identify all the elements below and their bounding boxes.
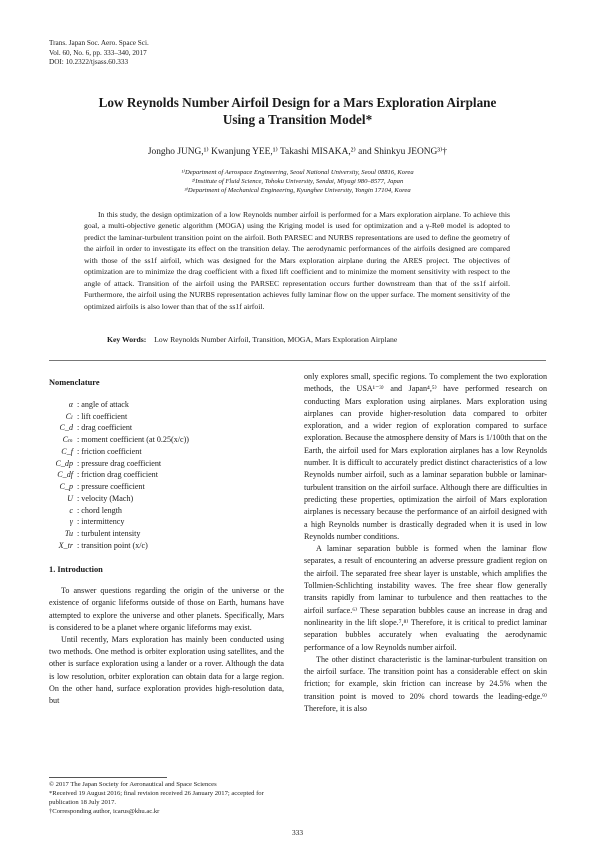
nomenclature-heading: Nomenclature — [49, 378, 100, 387]
author-list: Jongho JUNG,¹⁾ Kwanjung YEE,¹⁾ Takashi MISAKA,²⁾ and Shinkyu JEONG³⁾† — [147, 147, 448, 157]
keywords-text: Low Reynolds Number Airfoil, Transition, MOGA, Mars Exploration Airplane — [154, 335, 398, 344]
title-line-1: Low Reynolds Number Airfoil Design for a Mars Exploration Airplane — [98, 95, 497, 110]
nomenclature-list — [49, 399, 284, 552]
journal-name: Trans. Japan Soc. Aero. Space Sci. — [49, 39, 149, 47]
journal-doi: DOI: 10.2322/tjsass.60.333 — [49, 58, 129, 67]
nomenclature-symbol: γ — [69, 517, 73, 527]
nomenclature-item — [49, 540, 284, 552]
left-column — [49, 377, 284, 707]
nomenclature-definition: : friction drag coefficient — [77, 470, 158, 480]
affiliation-3: ³⁾Department of Mechanical Engineering, Kyunghee University, Yongin 17104, Korea — [184, 187, 411, 195]
nomenclature-symbol: Cₗ — [65, 411, 73, 421]
introduction-paragraph-1: To answer questions regarding the origin of the universe or the existence of organic lifeforms outside of those on Earth, humans have attempted to explore the universe and other planets. Specifically, Mars is considered to be a planet where organic lifeforms may exist. — [49, 586, 284, 632]
nomenclature-item — [49, 469, 284, 481]
right-column — [304, 371, 547, 715]
journal-volume: Vol. 60, No. 6, pp. 333–340, 2017 — [49, 48, 147, 57]
nomenclature-definition: : angle of attack — [77, 399, 129, 409]
nomenclature-symbol: α — [68, 399, 73, 409]
title-line-2: Using a Transition Model* — [222, 112, 373, 127]
keywords-label: Key Words: — [107, 335, 147, 344]
nomenclature-symbol: C_dp — [55, 458, 73, 468]
section-divider — [49, 360, 546, 361]
nomenclature-definition: : pressure coefficient — [77, 482, 145, 491]
nomenclature-item — [49, 481, 284, 493]
nomenclature-item — [49, 493, 284, 505]
body-paragraph-1: only explores small, specific regions. To complement the two exploration methods, the USA¹⁻³⁾ and Japan⁴,⁵⁾ have performed research on conducting Mars exploration using airplanes. Mars exploration using airplanes can provide higher-resolution data compared to orbiter exploration, and a wider region of exploration compared to surface exploration. Because the atmosphere density of Mars is 1/100th that on the Earth, the airfoil used for Mars exploration airplanes has a low Reynolds number. It is difficult to accurately predict distinct characteristics of a low Reynolds number airfoil, such as a laminar separation bubble or laminar-turbulent transition on the airfoil surface. Although there are difficulties in predicting these properties, optimization the airfoil of Mars exploration airplanes is necessary because the performance of an airfoil designed with a high Reynolds number is drastically degraded when it is used in low Reynolds number conditions. — [304, 372, 547, 541]
nomenclature-symbol: c — [69, 505, 73, 515]
nomenclature-item — [49, 505, 284, 517]
paper-title — [60, 94, 535, 128]
corresponding-author: †Corresponding author, icarus@khu.ac.kr — [49, 807, 160, 815]
nomenclature-symbol: Cₘ — [62, 435, 73, 444]
nomenclature-item — [49, 411, 284, 423]
affiliation-2: ²⁾Institute of Fluid Science, Tohoku University, Sendai, Miyagi 980–8577, Japan — [191, 178, 404, 186]
affiliation-1: ¹⁾Department of Aerospace Engineering, Seoul National University, Seoul 08816, Korea — [181, 169, 414, 176]
nomenclature-item — [49, 422, 284, 434]
body-paragraph-2: A laminar separation bubble is formed when the laminar flow separates, a result of encountering an adverse pressure gradient region on the airfoil. The separated free shear layer is unstable, which amplifies the Tollmien-Schlichting instability waves. The free shear flow generally transits rapidly from laminar to turbulence and then reattaches to the airfoil surface.⁶⁾ These separation bubbles cause an increase in drag and nonlinearity in the lift slope.⁷,⁸⁾ Therefore, it is critical to predict laminar separation bubbles accurately when evaluating the aerodynamic performance of a low Reynolds number airfoil. — [304, 544, 547, 652]
nomenclature-definition: : intermittency — [77, 517, 125, 527]
introduction-paragraph-2: Until recently, Mars exploration has mainly been conducted using two methods. One method is orbiter exploration using satellites, and the other is surface exploration using a lander or a rover. Although the data is low resolution, orbiter exploration can obtain data for a large region. On the other hand, surface exploration provides high-resolution data, but — [49, 635, 284, 706]
abstract — [84, 209, 510, 312]
nomenclature-item — [49, 434, 284, 446]
nomenclature-symbol: U — [67, 493, 73, 503]
keywords — [107, 335, 397, 344]
nomenclature-definition: : drag coefficient — [77, 423, 133, 433]
nomenclature-item — [49, 446, 284, 458]
nomenclature-symbol: C_d — [59, 423, 73, 433]
nomenclature-item — [49, 528, 284, 540]
nomenclature-symbol: Tu — [64, 529, 73, 538]
nomenclature-item — [49, 399, 284, 411]
nomenclature-definition: : turbulent intensity — [77, 529, 141, 538]
nomenclature-symbol: C_df — [57, 470, 73, 480]
nomenclature-definition: : friction coefficient — [77, 446, 142, 456]
page-number: 333 — [291, 828, 304, 837]
journal-header — [49, 39, 149, 68]
copyright-notice: © 2017 The Japan Society for Aeronautical and Space Sciences — [49, 781, 217, 788]
nomenclature-symbol: C_f — [61, 446, 73, 456]
footnotes — [49, 777, 284, 817]
body-paragraph-3: The other distinct characteristic is the laminar-turbulent transition on the airfoil surface. The transition point has a considerable effect on skin friction; for example, skin friction can increase by 24.5% when the transition point is moved to 20% chord towards the leading-edge.⁹⁾ Therefore, it is also — [304, 654, 547, 714]
nomenclature-symbol: C_p — [59, 482, 73, 491]
footnote-divider — [49, 777, 167, 778]
received-dates: *Received 19 August 2016; final revision received 26 January 2017; accepted for publication 18 July 2017. — [49, 789, 264, 806]
nomenclature-definition: : lift coefficient — [77, 411, 128, 421]
nomenclature-definition: : pressure drag coefficient — [77, 458, 162, 468]
abstract-text: In this study, the design optimization of a low Reynolds number airfoil is performed for a Mars exploration airplane. To achieve this goal, a multi-objective genetic algorithm (MOGA) using the Kriging model is used for optimization and a γ-Reθ model is adopted to predict the laminar-turbulent transition point on the airfoil. Both PARSEC and NURBS representations are used to define the geometry of the airfoil in order to investigate its effect on the transition delay. The aerodynamic performances of the airfoils designed are compared with those of the ss1f airfoil, which was designed for the Mars exploration airplane during the ARES project. The objectives of optimization are to minimize the drag coefficient with a fixed lift coefficient and to minimize the moment sensitivity with respect to the angle of attack. Transition of the airfoil using the PARSEC representation occurs further downstream than that of the ss1f airfoil. Furthermore, the airfoil using the NURBS representation achieves fully laminar flow on the upper surface. The moment sensitivity of the optimized airfoils is also lower than that of the ss1f airfoil. — [84, 210, 510, 311]
nomenclature-definition: : chord length — [77, 505, 122, 515]
nomenclature-item — [49, 458, 284, 470]
nomenclature-definition: : moment coefficient (at 0.25(x/c)) — [77, 435, 189, 444]
introduction-heading: 1. Introduction — [49, 564, 103, 574]
nomenclature-definition: : velocity (Mach) — [77, 493, 134, 503]
affiliations — [60, 168, 535, 196]
nomenclature-item — [49, 516, 284, 528]
nomenclature-symbol: X_tr — [58, 540, 73, 550]
nomenclature-definition: : transition point (x/c) — [77, 540, 148, 550]
